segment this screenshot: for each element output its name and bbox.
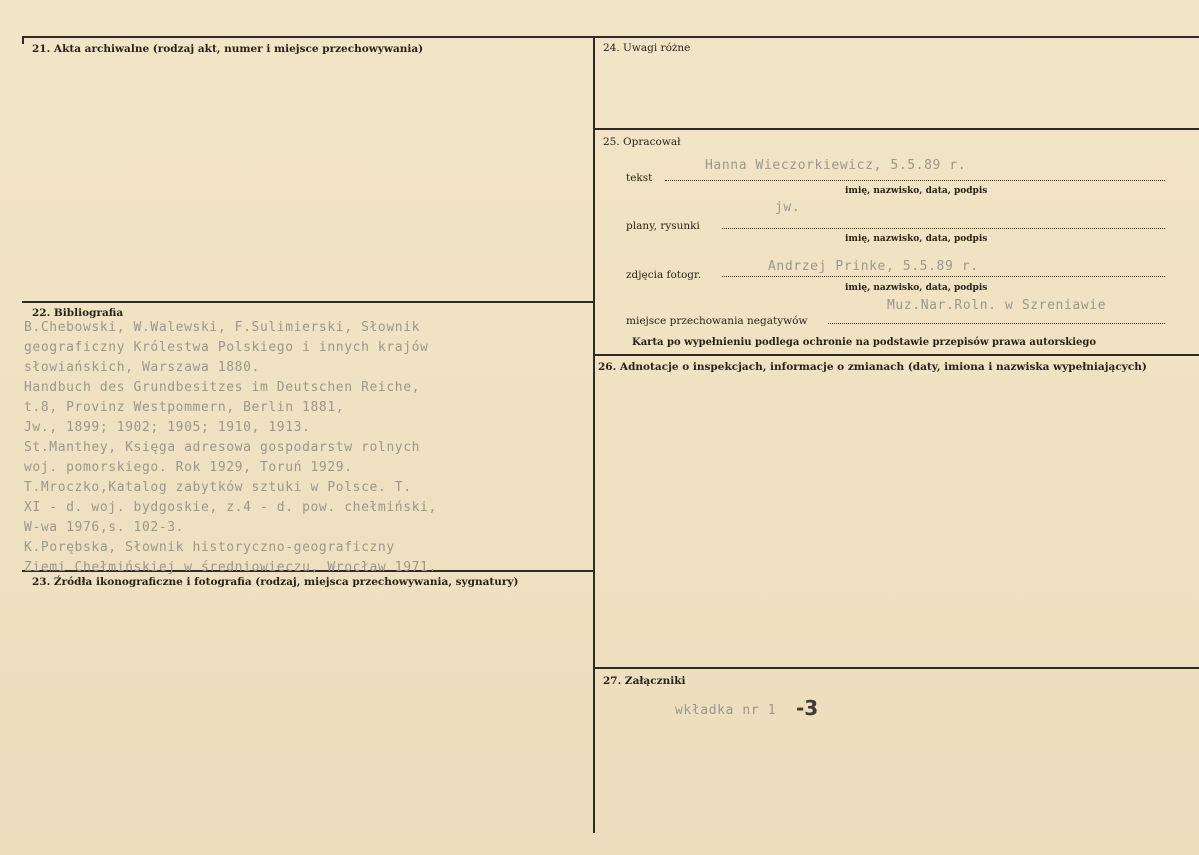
negatywy-label: miejsce przechowania negatywów	[626, 315, 808, 327]
plany-line	[722, 228, 1165, 229]
bibliography-line: St.Manthey, Księga adresowa gospodarstw rolnych	[24, 440, 421, 455]
tekst-line	[665, 180, 1165, 181]
bibliography-line: geograficzny Królestwa Polskiego i innych krajów	[24, 340, 429, 355]
section-23-label: 23. Źródła ikonograficzne i fotografia (rodzaj, miejsca przechowywania, sygnatury)	[32, 576, 519, 588]
bibliography-line: słowiańskich, Warszawa 1880.	[24, 360, 260, 375]
zalaczniki-typed: wkładka nr 1	[675, 703, 777, 718]
section-26-label: 26. Adnotacje o inspekcjach, informacje o zmianach (daty, imiona i nazwiska wypełniających)	[598, 361, 1147, 373]
zdjecia-caption: imię, nazwisko, data, podpis	[845, 283, 988, 293]
zdjecia-value: Andrzej Prinke, 5.5.89 r.	[768, 259, 979, 274]
zdjecia-label: zdjęcia fotogr.	[626, 269, 702, 281]
bibliography-line: B.Chebowski, W.Walewski, F.Sulimierski, Słownik	[24, 320, 421, 335]
tekst-label: tekst	[626, 172, 653, 184]
divider-24-25	[594, 128, 1199, 130]
divider-21-22	[22, 301, 594, 303]
bibliography-line: T.Mroczko,Katalog zabytków sztuki w Polsce. T.	[24, 480, 412, 495]
left-tick	[22, 36, 24, 44]
bibliography-line: Ziemi Chełmińskiej w średniowieczu, Wrocław 1971.	[24, 560, 437, 574]
plany-value: jw.	[775, 200, 801, 215]
bibliography-line: W-wa 1976,s. 102-3.	[24, 520, 185, 535]
section-22-label: 22. Bibliografia	[32, 307, 124, 319]
tekst-caption: imię, nazwisko, data, podpis	[845, 186, 988, 196]
center-divider	[593, 36, 595, 833]
copyright-notice: Karta po wypełnieniu podlega ochronie na podstawie przepisów prawa autorskiego	[632, 337, 1097, 348]
plany-label: plany, rysunki	[626, 220, 700, 232]
bibliography-line: XI - d. woj. bydgoskie, z.4 - d. pow. chełmiński,	[24, 500, 437, 515]
section-27-label: 27. Załączniki	[603, 675, 686, 687]
bibliography-line: Handbuch des Grundbesitzes im Deutschen Reiche,	[24, 380, 421, 395]
tekst-value: Hanna Wieczorkiewicz, 5.5.89 r.	[705, 158, 967, 173]
bibliography-line: woj. pomorskiego. Rok 1929, Toruń 1929.	[24, 460, 353, 475]
section-25-label: 25. Opracował	[603, 136, 681, 148]
divider-26-27	[594, 667, 1199, 669]
divider-25-26	[594, 354, 1199, 356]
negatywy-value: Muz.Nar.Roln. w Szreniawie	[887, 298, 1107, 313]
plany-caption: imię, nazwisko, data, podpis	[845, 234, 988, 244]
bibliography-line: Jw., 1899; 1902; 1905; 1910, 1913.	[24, 420, 311, 435]
zdjecia-line	[722, 276, 1165, 277]
zalaczniki-handwritten: -3	[796, 696, 819, 720]
section-24-label: 24. Uwagi różne	[603, 42, 691, 54]
bibliography-line: t.8, Provinz Westpommern, Berlin 1881,	[24, 400, 345, 415]
bibliography-text	[24, 318, 584, 574]
negatywy-line	[828, 323, 1165, 324]
section-21-label: 21. Akta archiwalne (rodzaj akt, numer i miejsce przechowywania)	[32, 43, 424, 55]
top-rule	[22, 36, 1199, 38]
bibliography-line: K.Porębska, Słownik historyczno-geograficzny	[24, 540, 395, 555]
